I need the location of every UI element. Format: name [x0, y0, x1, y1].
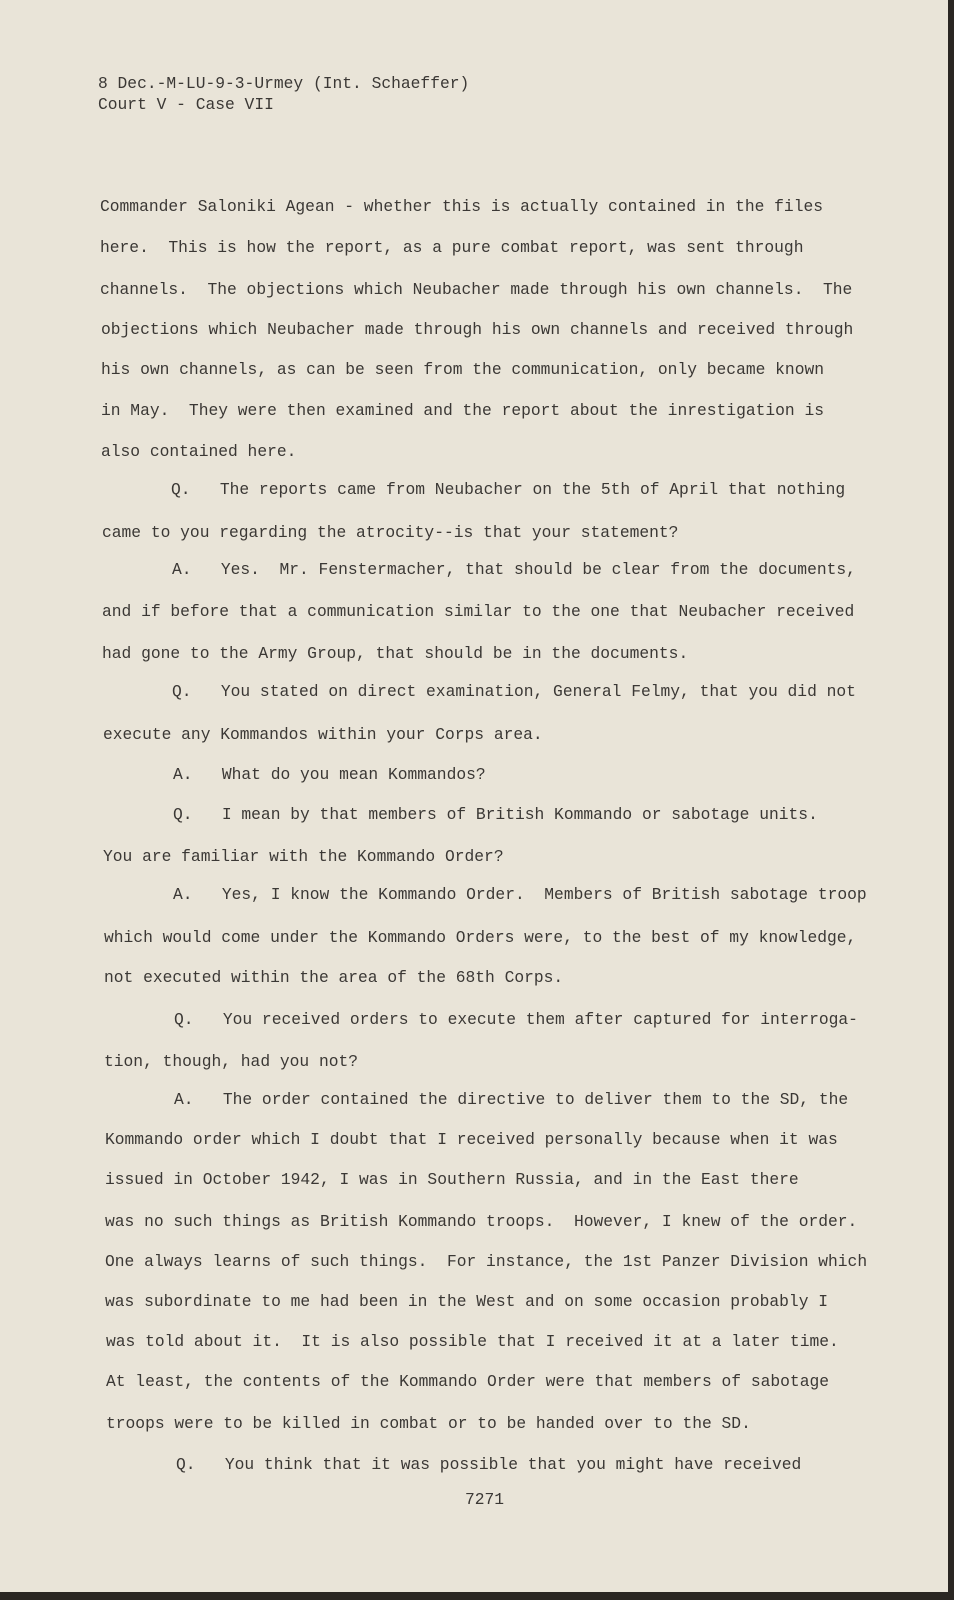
- text-line: not executed within the area of the 68th Corps.: [104, 968, 564, 987]
- text-line: also contained here.: [101, 442, 297, 461]
- text-line: You are familiar with the Kommando Order?: [103, 847, 504, 866]
- text-line: One always learns of such things. For instance, the 1st Panzer Division which: [105, 1252, 868, 1271]
- text-line: A. Yes. Mr. Fenstermacher, that should be clear from the documents,: [172, 560, 856, 579]
- text-line: his own channels, as can be seen from the communication, only became known: [101, 360, 825, 379]
- text-line: A. What do you mean Kommandos?: [173, 765, 486, 784]
- text-line: which would come under the Kommando Orders were, to the best of my knowledge,: [104, 928, 857, 947]
- text-line: was told about it. It is also possible that I received it at a later time.: [106, 1332, 839, 1351]
- header-line-2: Court V - Case VII: [98, 95, 274, 114]
- text-line: issued in October 1942, I was in Southern Russia, and in the East there: [105, 1170, 799, 1189]
- text-line: Q. You think that it was possible that you might have received: [176, 1455, 802, 1474]
- text-line: troops were to be killed in combat or to be handed over to the SD.: [106, 1414, 751, 1433]
- header-line-1: 8 Dec.-M-LU-9-3-Urmey (Int. Schaeffer): [98, 74, 470, 93]
- text-line: A. The order contained the directive to deliver them to the SD, the: [174, 1090, 849, 1109]
- text-line: Q. The reports came from Neubacher on the 5th of April that nothing: [171, 480, 846, 499]
- text-line: came to you regarding the atrocity--is that your statement?: [102, 523, 679, 542]
- text-line: was no such things as British Kommando troops. However, I knew of the order.: [105, 1212, 858, 1231]
- text-line: Commander Saloniki Agean - whether this is actually contained in the files: [100, 197, 824, 216]
- text-line: Q. I mean by that members of British Kommando or sabotage units.: [173, 805, 818, 824]
- text-line: Q. You received orders to execute them after captured for interroga-: [174, 1010, 858, 1029]
- text-line: objections which Neubacher made through his own channels and received through: [101, 320, 854, 339]
- text-line: A. Yes, I know the Kommando Order. Members of British sabotage troop: [173, 885, 867, 904]
- text-line: channels. The objections which Neubacher made through his own channels. The: [100, 280, 853, 299]
- text-line: was subordinate to me had been in the West and on some occasion probably I: [105, 1292, 829, 1311]
- text-line: and if before that a communication similar to the one that Neubacher received: [102, 602, 855, 621]
- text-line: tion, though, had you not?: [104, 1052, 359, 1071]
- text-line: had gone to the Army Group, that should be in the documents.: [102, 644, 689, 663]
- text-line: here. This is how the report, as a pure combat report, was sent through: [100, 238, 804, 257]
- text-line: At least, the contents of the Kommando Order were that members of sabotage: [106, 1372, 830, 1391]
- text-line: execute any Kommandos within your Corps area.: [103, 725, 543, 744]
- text-line: Q. You stated on direct examination, General Felmy, that you did not: [172, 682, 856, 701]
- page-number: 7271: [465, 1490, 505, 1509]
- text-line: in May. They were then examined and the report about the inrestigation is: [101, 401, 825, 420]
- text-line: Kommando order which I doubt that I received personally because when it was: [105, 1130, 838, 1149]
